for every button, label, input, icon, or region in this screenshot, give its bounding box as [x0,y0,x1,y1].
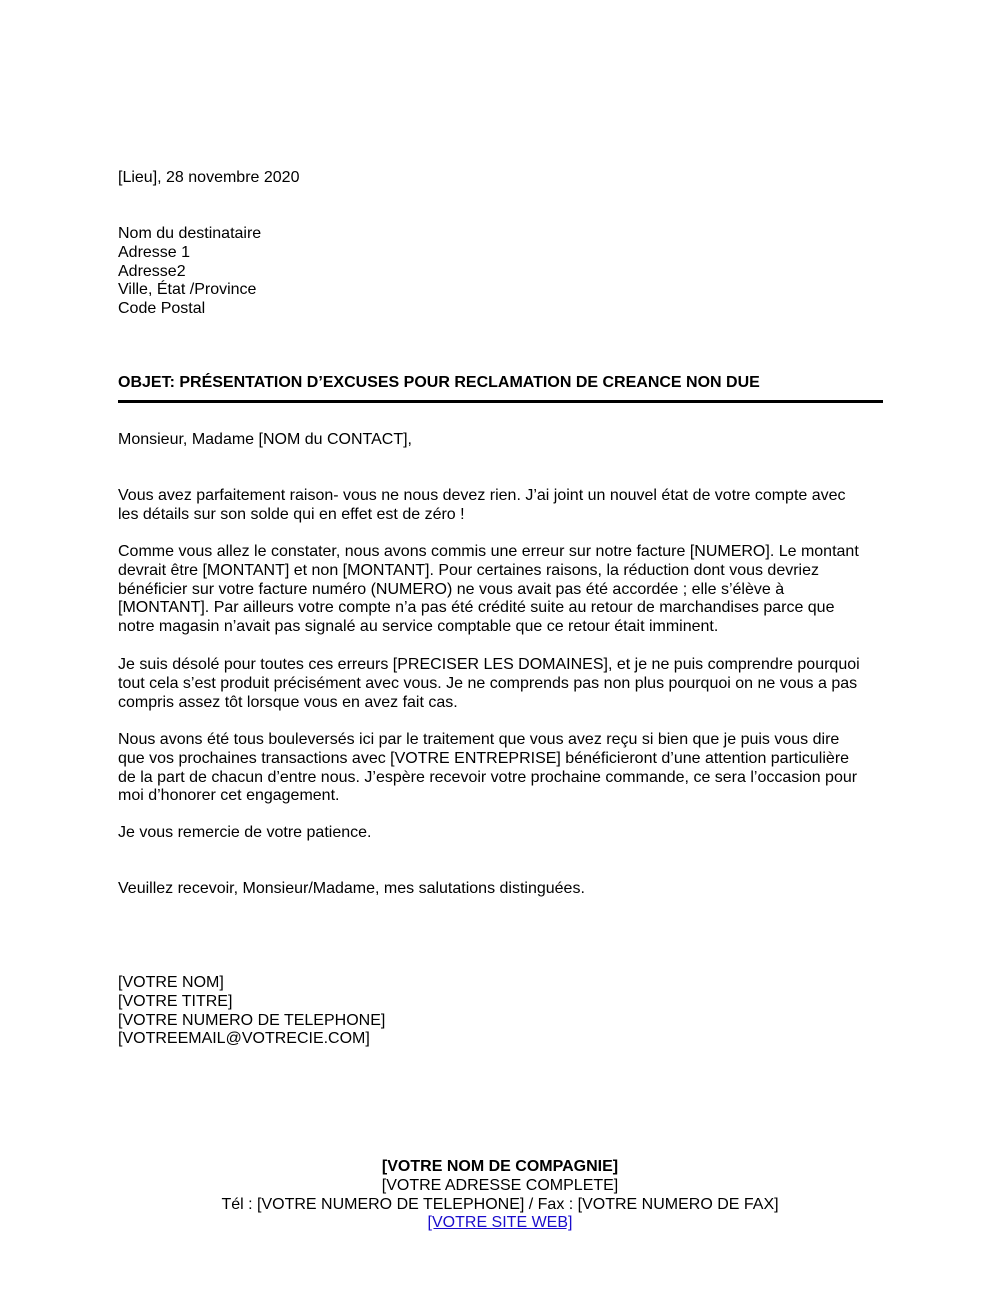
closing [118,880,888,899]
recipient-postal-code: Code Postal [118,300,206,318]
recipient-name: Nom du destinataire [118,225,262,242]
closing-text: Veuillez recevoir, Monsieur/Madame, mes salutations distinguées. [118,880,585,897]
subject-line: OBJET: PRÉSENTATION D’EXCUSES POUR RECLAMATION DE CREANCE NON DUE [118,374,760,391]
paragraph-line: que vos prochaines transactions avec [VOTRE ENTREPRISE] bénéficieront d’une attention particulière [118,749,850,767]
paragraph-line: Comme vous allez le constater, nous avons commis une erreur sur notre facture [NUMERO]. Le montant [118,543,859,560]
paragraph-5 [118,824,888,843]
paragraph-line: moi d’honorer cet engagement. [118,787,340,805]
recipient-address [118,225,888,319]
paragraph-line: bénéficier sur votre facture numéro (NUMERO) ne vous avait pas été accordée ; elle s’élève à [118,580,785,598]
footer-website-link[interactable]: [VOTRE SITE WEB] [427,1214,573,1232]
recipient-address1: Adresse 1 [118,243,191,261]
signature-email: [VOTREEMAIL@VOTRECIE.COM] [118,1030,370,1048]
signature-title: [VOTRE TITRE] [118,992,233,1010]
salutation-text: Monsieur, Madame [NOM du CONTACT], [118,431,412,448]
subject-divider [118,400,883,403]
paragraph-1 [118,487,888,525]
footer-contact: Tél : [VOTRE NUMERO DE TELEPHONE] / Fax : [VOTRE NUMERO DE FAX] [221,1195,779,1213]
recipient-city-state: Ville, État /Province [118,281,257,299]
paragraph-line: Nous avons été tous bouleversés ici par le traitement que vous avez reçu si bien que je puis vous dire [118,731,840,748]
signature-phone: [VOTRE NUMERO DE TELEPHONE] [118,1011,386,1029]
paragraph-line: compris assez tôt lorsque vous en avez fait cas. [118,693,458,711]
paragraph-4 [118,731,888,806]
paragraph-line: devrait être [MONTANT] et non [MONTANT]. Pour certaines raisons, la réduction dont vous devriez [118,561,820,579]
signature-name: [VOTRE NOM] [118,974,224,991]
paragraph-3 [118,656,888,712]
paragraph-line: les détails sur son solde qui en effet est de zéro ! [118,505,465,523]
paragraph-2 [118,543,888,637]
paragraph-line: notre magasin n’avait pas signalé au service comptable que ce retour était imminent. [118,618,719,636]
salutation [118,431,888,450]
signature-block [118,974,888,1049]
paragraph-line: tout cela s’est produit précisément avec vous. Je ne comprends pas non plus pourquoi on ne vous a pas [118,674,858,692]
paragraph-line: de la part de chacun d’entre nous. J’espère recevoir votre prochaine commande, ce sera l’occasion pour [118,768,858,786]
footer-company-name: [VOTRE NOM DE COMPAGNIE] [381,1158,619,1175]
paragraph-line: Vous avez parfaitement raison- vous ne nous devez rien. J’ai joint un nouvel état de votre compte avec [118,487,846,504]
paragraph-line: Je suis désolé pour toutes ces erreurs [PRECISER LES DOMAINES], et je ne puis comprendre pourquoi [118,656,860,673]
letterhead-footer [0,1158,1000,1233]
paragraph-line: [MONTANT]. Par ailleurs votre compte n’a pas été crédité suite au retour de marchandises parce que [118,599,835,617]
footer-address: [VOTRE ADRESSE COMPLETE] [381,1176,619,1194]
date-line [118,169,888,188]
date-text: [Lieu], 28 novembre 2020 [118,169,300,186]
paragraph-line: Je vous remercie de votre patience. [118,824,372,841]
recipient-address2: Adresse2 [118,262,186,280]
